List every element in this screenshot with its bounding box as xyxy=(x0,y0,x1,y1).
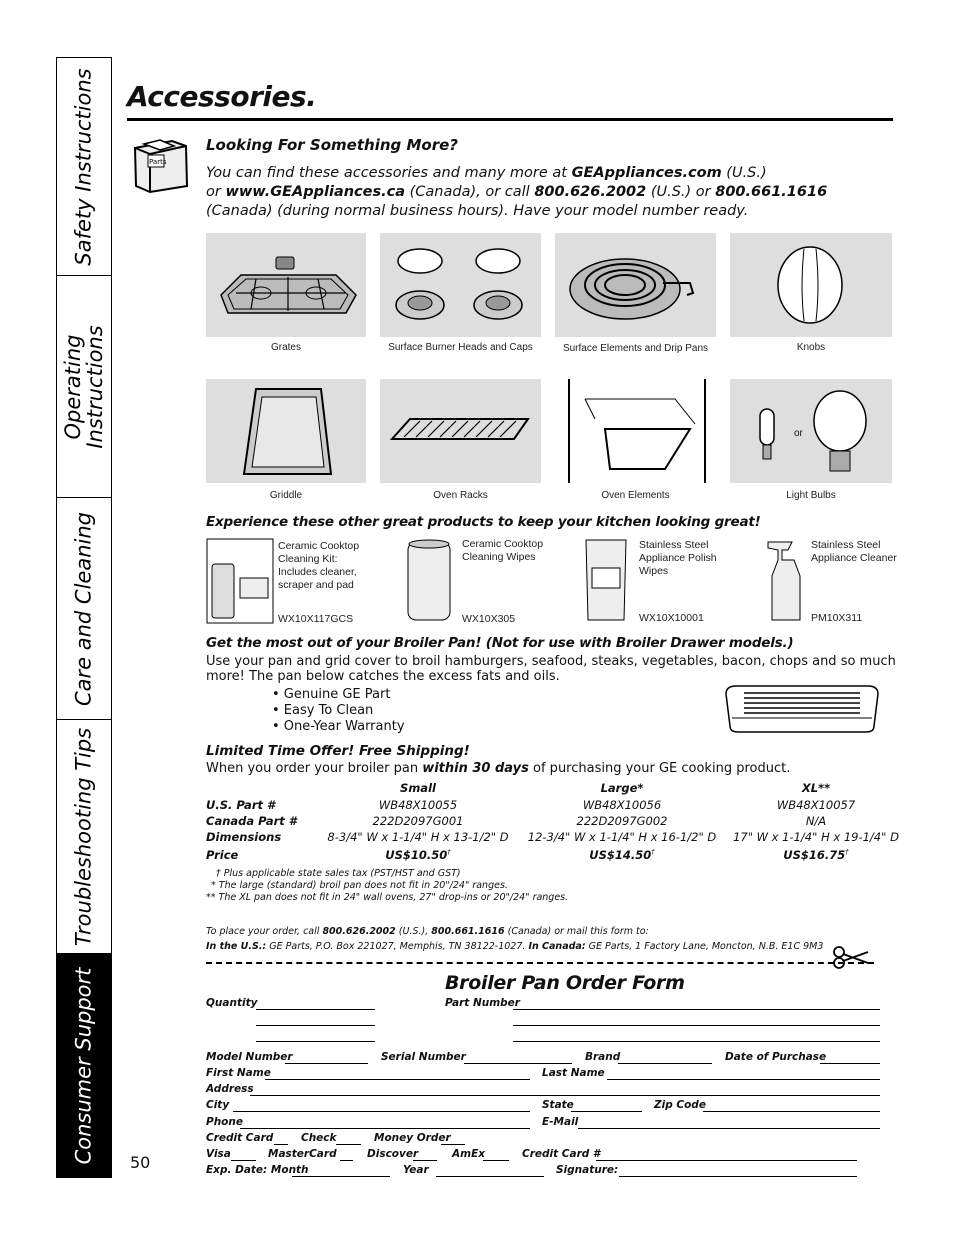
table-cell: 8-3/4" W x 1-1/4" H x 13-1/2" D xyxy=(327,830,509,844)
quantity-field[interactable] xyxy=(256,1009,375,1010)
form-label: Serial Number xyxy=(381,1051,466,1063)
table-cell: WB48X10057 xyxy=(776,798,856,812)
phone-number: 800.626.2002 xyxy=(534,184,647,200)
state-field[interactable] xyxy=(571,1111,642,1112)
cleaning-wipes-icon xyxy=(406,538,452,622)
part-number-field[interactable] xyxy=(513,1009,880,1010)
form-label: Zip Code xyxy=(654,1099,706,1111)
address-text: GE Parts, P.O. Box 221027, Memphis, TN 38122-1027. xyxy=(266,941,529,952)
accessory-caption: Surface Elements and Drip Pans xyxy=(562,343,709,354)
form-label: Last Name xyxy=(542,1067,605,1079)
signature-field[interactable] xyxy=(619,1176,857,1177)
table-cell xyxy=(783,848,849,862)
form-label: Money Order xyxy=(374,1132,451,1144)
form-label: Part Number xyxy=(445,997,520,1009)
website-link[interactable]: GEAppliances.com xyxy=(571,165,722,181)
price-value: US$16.75 xyxy=(783,848,846,862)
form-title: Broiler Pan Order Form xyxy=(445,972,685,994)
check-checkbox[interactable] xyxy=(336,1144,361,1145)
parts-label: Parts xyxy=(149,158,167,166)
order-line xyxy=(206,925,823,938)
page-number: 50 xyxy=(130,1153,151,1172)
broiler-bullets xyxy=(272,687,405,735)
tab-troubleshooting-tips[interactable] xyxy=(57,720,111,954)
form-label: Quantity xyxy=(206,997,258,1009)
accessory-caption: Oven Racks xyxy=(433,490,488,501)
griddle-icon xyxy=(206,379,366,483)
credit-card-number-field[interactable] xyxy=(596,1160,857,1161)
product-text: Ceramic Cooktop Cleaning Kit: Includes cleaner, scraper and pad xyxy=(278,540,360,591)
broiler-description xyxy=(206,654,896,684)
table-cell: WB48X10055 xyxy=(378,798,458,812)
form-label: Visa xyxy=(206,1148,231,1160)
quantity-field[interactable] xyxy=(256,1041,375,1042)
form-label: AmEx xyxy=(452,1148,486,1160)
visa-checkbox[interactable] xyxy=(231,1160,256,1161)
accessory-caption: Grates xyxy=(270,342,301,353)
tab-label: Safety Instructions xyxy=(71,67,96,266)
accessory-caption: Knobs xyxy=(796,342,826,353)
table-row-label: U.S. Part # xyxy=(206,798,275,812)
intro-text-seg: (U.S.) or xyxy=(646,184,716,200)
form-label: Check xyxy=(301,1132,337,1144)
table-row-label: Price xyxy=(206,848,239,862)
product-code: WX10X305 xyxy=(462,613,516,625)
form-label: Year xyxy=(403,1164,429,1176)
table-cell: 17" W x 1-1/4" H x 19-1/4" D xyxy=(733,830,899,844)
note: ** The XL pan does not fit in 24" wall ovens, 27" drop-ins or 20"/24" ranges. xyxy=(206,892,569,903)
exp-month-field[interactable] xyxy=(292,1176,390,1177)
product-text: Stainless Steel Appliance Polish Wipes xyxy=(639,539,717,577)
form-label: MasterCard xyxy=(268,1148,337,1160)
form-label: Model Number xyxy=(206,1051,293,1063)
price-mark: † xyxy=(447,848,451,857)
cleaning-kit-icon xyxy=(206,538,274,624)
accessory-caption: Griddle xyxy=(269,490,303,501)
price-value: US$14.50 xyxy=(589,848,652,862)
or-text: or xyxy=(794,428,803,439)
phone-number: 800.661.1616 xyxy=(431,926,505,937)
note: † Plus applicable state sales tax (PST/HST and GST) xyxy=(216,868,461,879)
form-label: City xyxy=(206,1099,230,1111)
product-text: Ceramic Cooktop Cleaning Wipes xyxy=(462,538,544,563)
table-cell xyxy=(589,848,655,862)
tab-care-and-cleaning[interactable] xyxy=(57,498,111,720)
mastercard-checkbox[interactable] xyxy=(340,1160,353,1161)
order-text-seg: (U.S.), xyxy=(395,926,432,937)
cut-line xyxy=(206,962,874,964)
parts-box-icon xyxy=(130,138,190,194)
discover-checkbox[interactable] xyxy=(413,1160,437,1161)
bullet-item: • Genuine GE Part xyxy=(272,687,391,702)
offer-text-seg: When you order your broiler pan xyxy=(206,761,423,776)
form-label: Credit Card # xyxy=(522,1148,601,1160)
burner-caps-icon xyxy=(380,233,541,337)
table-cell: N/A xyxy=(805,814,827,828)
product-code: PM10X311 xyxy=(811,612,863,624)
tab-label: Troubleshooting Tips xyxy=(71,727,96,946)
scissors-icon xyxy=(832,945,872,969)
form-label: Address xyxy=(206,1083,254,1095)
intro-text-seg: (U.S.) xyxy=(721,165,767,181)
broiler-desc-line: more! The pan below catches the excess fats and oils. xyxy=(206,669,560,684)
zip-code-field[interactable] xyxy=(703,1111,880,1112)
amex-checkbox[interactable] xyxy=(483,1160,509,1161)
intro-text-seg: or xyxy=(206,184,226,200)
form-label: E-Mail xyxy=(542,1116,579,1128)
last-name-field[interactable] xyxy=(607,1079,880,1080)
credit-card-checkbox[interactable] xyxy=(274,1144,288,1145)
title-rule xyxy=(127,118,893,121)
intro-line1 xyxy=(206,164,896,183)
part-number-field[interactable] xyxy=(513,1025,880,1026)
form-label: Signature: xyxy=(556,1164,619,1176)
address-field[interactable] xyxy=(250,1095,880,1096)
form-label: Date of Purchase xyxy=(725,1051,827,1063)
products-heading: Experience these other great products to keep your kitchen looking great! xyxy=(206,514,761,530)
tab-label-text: Operating Instructions xyxy=(61,324,107,449)
table-header: Large* xyxy=(600,781,644,795)
form-label: First Name xyxy=(206,1067,271,1079)
table-row-label: Canada Part # xyxy=(206,814,297,828)
address-line xyxy=(206,940,823,953)
product-code: WX10X10001 xyxy=(639,612,704,624)
table-cell: WB48X10056 xyxy=(582,798,662,812)
intro-text xyxy=(206,164,896,221)
price-value: US$10.50 xyxy=(385,848,448,862)
address-label: In the U.S.: xyxy=(206,941,267,952)
note: * The large (standard) broil pan does not fit in 20"/24" ranges. xyxy=(211,880,508,891)
first-name-field[interactable] xyxy=(265,1079,530,1080)
tab-label: Consumer Support xyxy=(71,967,96,1164)
form-label: Discover xyxy=(367,1148,419,1160)
money-order-checkbox[interactable] xyxy=(441,1144,465,1145)
form-label: Credit Card xyxy=(206,1132,274,1144)
address-label: In Canada: xyxy=(528,941,586,952)
website-link[interactable]: www.GEAppliances.ca xyxy=(225,184,406,200)
tab-label xyxy=(62,322,106,452)
product-code: WX10X117GCS xyxy=(278,613,354,625)
bullet-item: • One-Year Warranty xyxy=(272,719,405,734)
part-number-field[interactable] xyxy=(513,1041,880,1042)
exp-year-field[interactable] xyxy=(436,1176,544,1177)
tab-safety-instructions[interactable] xyxy=(57,58,111,276)
address-text: GE Parts, 1 Factory Lane, Moncton, N.B. E1C 9M3 xyxy=(585,941,824,952)
tab-consumer-support[interactable] xyxy=(57,954,111,1177)
bullet-item: • Easy To Clean xyxy=(272,703,374,718)
product-text: Stainless Steel Appliance Cleaner xyxy=(811,539,897,564)
intro-text-seg: (Canada), or call xyxy=(405,184,535,200)
light-bulb-icon xyxy=(730,379,892,483)
form-label: Phone xyxy=(206,1116,243,1128)
section-sidebar xyxy=(56,57,112,1178)
table-cell: 222D2097G001 xyxy=(372,814,464,828)
polish-wipes-icon xyxy=(584,538,628,622)
serial-number-field[interactable] xyxy=(464,1063,572,1064)
order-text-seg: (Canada) or mail this form to: xyxy=(504,926,649,937)
offer-heading: Limited Time Offer! Free Shipping! xyxy=(206,743,470,759)
purchase-date-field[interactable] xyxy=(820,1063,880,1064)
broiler-pan-icon xyxy=(724,684,880,736)
intro-line2 xyxy=(206,183,896,202)
table-cell: 222D2097G002 xyxy=(576,814,668,828)
tab-operating-instructions[interactable] xyxy=(57,276,111,498)
table-cell xyxy=(385,848,451,862)
broiler-heading: Get the most out of your Broiler Pan! (Not for use with Broiler Drawer models.) xyxy=(206,635,794,651)
order-instructions xyxy=(206,925,823,953)
table-cell: 12-3/4" W x 1-1/4" H x 16-1/2" D xyxy=(527,830,717,844)
spray-bottle-icon xyxy=(764,536,804,624)
form-label: Brand xyxy=(585,1051,621,1063)
order-text-seg: To place your order, call xyxy=(206,926,323,937)
email-field[interactable] xyxy=(578,1128,880,1129)
form-label: State xyxy=(542,1099,574,1111)
grates-icon xyxy=(206,233,366,337)
table-header: XL** xyxy=(801,781,831,795)
intro-text-seg: You can find these accessories and many more at xyxy=(206,165,572,181)
table-header: Small xyxy=(400,781,436,795)
offer-text-seg: of purchasing your GE cooking product. xyxy=(528,761,791,776)
brand-field[interactable] xyxy=(618,1063,712,1064)
accessory-caption: Surface Burner Heads and Caps xyxy=(388,342,533,353)
knob-icon xyxy=(730,233,892,337)
offer-text xyxy=(206,761,790,776)
quantity-field[interactable] xyxy=(256,1025,375,1026)
city-field[interactable] xyxy=(233,1111,530,1112)
phone-field[interactable] xyxy=(240,1128,530,1129)
table-row-label: Dimensions xyxy=(206,830,282,844)
accessory-caption: Oven Elements xyxy=(601,490,670,501)
surface-element-icon xyxy=(555,233,716,337)
form-label: Exp. Date: Month xyxy=(206,1164,309,1176)
offer-text-seg: within 30 days xyxy=(422,761,529,776)
phone-number: 800.626.2002 xyxy=(322,926,396,937)
page-title: Accessories. xyxy=(127,80,317,113)
model-number-field[interactable] xyxy=(285,1063,368,1064)
phone-number: 800.661.1616 xyxy=(715,184,828,200)
price-mark: † xyxy=(651,848,655,857)
oven-rack-icon xyxy=(380,379,541,483)
tab-label: Care and Cleaning xyxy=(71,511,96,706)
intro-line3: (Canada) (during normal business hours). Have your model number ready. xyxy=(206,203,749,219)
broiler-desc-line: Use your pan and grid cover to broil hamburgers, seafood, steaks, vegetables, bacon, chops and so much xyxy=(206,654,896,669)
intro-heading: Looking For Something More? xyxy=(206,136,458,154)
price-mark: † xyxy=(845,848,849,857)
accessory-caption: Light Bulbs xyxy=(786,490,836,501)
oven-element-icon xyxy=(555,379,716,483)
